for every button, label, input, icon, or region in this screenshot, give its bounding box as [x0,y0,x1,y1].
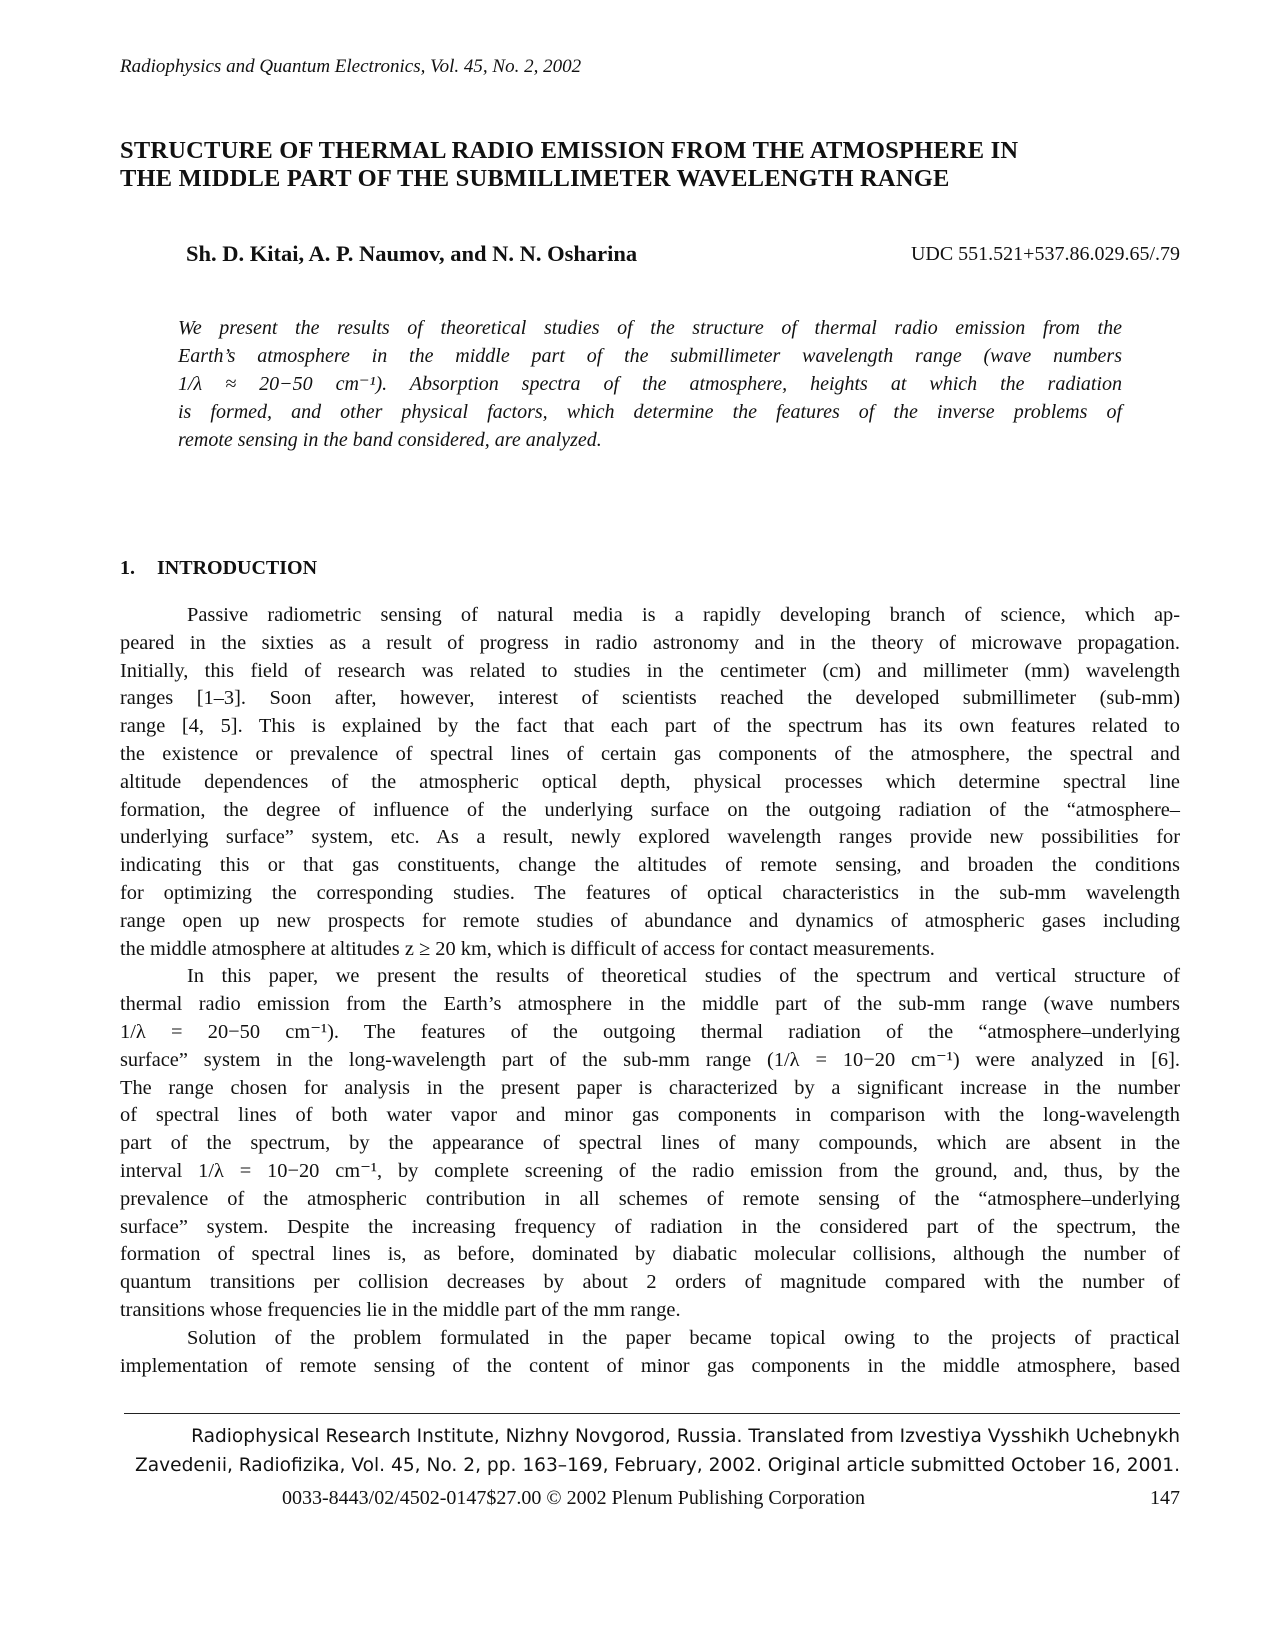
body-line: surface” system. Despite the increasing frequency of radiation in the considered part of the spectrum, the [120,1215,1180,1238]
body-line: formation, the degree of influence of the underlying surface on the outgoing radiation of the “atmosphere– [120,798,1180,821]
abstract-line: remote sensing in the band considered, are analyzed. [178,429,602,451]
body-line: altitude dependences of the atmospheric optical depth, physical processes which determine spectral line [120,770,1180,793]
journal-header: Radiophysics and Quantum Electronics, Vol. 45, No. 2, 2002 [120,56,582,77]
body-line: the existence or prevalence of spectral lines of certain gas components of the atmosphere, the spectral and [120,742,1180,765]
body-line: for optimizing the corresponding studies. The features of optical characteristics in the sub-mm wavelength [120,881,1180,904]
body-line: underlying surface” system, etc. As a result, newly explored wavelength ranges provide new possibilities for [120,826,1180,849]
body-line: range [4, 5]. This is explained by the fact that each part of the spectrum has its own features related to [120,715,1180,738]
body-line: Initially, this field of research was related to studies in the centimeter (cm) and millimeter (mm) wavelength [120,659,1180,682]
abstract-line: We present the results of theoretical studies of the structure of thermal radio emission from the [178,317,1122,339]
body-line: interval 1/λ = 10−20 cm⁻¹, by complete screening of the radio emission from the ground, and, thus, by the [120,1159,1180,1182]
body-line: Passive radiometric sensing of natural media is a rapidly developing branch of science, which ap- [187,604,1180,626]
body-line: indicating this or that gas constituents, change the altitudes of remote sensing, and broaden the conditions [120,854,1180,877]
body-line: 1/λ = 20−50 cm⁻¹). The features of the outgoing thermal radiation of the “atmosphere–underlying [120,1020,1180,1043]
abstract-line: is formed, and other physical factors, which determine the features of the inverse problems of [178,401,1122,423]
body-line: implementation of remote sensing of the content of minor gas components in the middle atmosphere, based [120,1354,1180,1377]
abstract [178,314,1122,454]
affiliation-footnote [120,1422,1180,1480]
body-line: surface” system in the long-wavelength part of the sub-mm range (1/λ = 10−20 cm⁻¹) were analyzed in [6]. [120,1048,1180,1071]
authors: Sh. D. Kitai, A. P. Naumov, and N. N. Osharina [186,241,638,266]
body-line: quantum transitions per collision decreases by about 2 orders of magnitude compared with the number of [120,1271,1180,1294]
abstract-line: Earth’s atmosphere in the middle part of the submillimeter wavelength range (wave numbers [178,345,1122,367]
copyright-imprint: 0033-8443/02/4502-0147$27.00 © 2002 Plenum Publishing Corporation [282,1487,865,1509]
body-line: Solution of the problem formulated in the paper became topical owing to the projects of practical [187,1326,1180,1349]
page-number: 147 [1150,1487,1180,1509]
body-line: of spectral lines of both water vapor and minor gas components in comparison with the long-wavelength [120,1104,1180,1127]
title-line: THE MIDDLE PART OF THE SUBMILLIMETER WAVELENGTH RANGE [120,165,950,192]
paper-page [120,0,1180,1651]
body-line: range open up new prospects for remote studies of abundance and dynamics of atmospheric gases including [120,909,1180,932]
footnote-divider [124,1413,1180,1414]
body-text [120,602,1180,1380]
body-line: ranges [1–3]. Soon after, however, interest of scientists reached the developed submillimeter (sub-mm) [120,687,1180,710]
body-line: formation of spectral lines is, as before, dominated by diabatic molecular collisions, although the number of [120,1243,1180,1266]
affiliation-line: Radiophysical Research Institute, Nizhny Novgorod, Russia. Translated from Izvestiya Vysshikh Uchebnykh [191,1426,1180,1447]
title-line: STRUCTURE OF THERMAL RADIO EMISSION FROM THE ATMOSPHERE IN [120,137,1019,164]
body-line: The range chosen for analysis in the present paper is characterized by a significant increase in the number [120,1076,1180,1099]
section-title: INTRODUCTION [157,557,318,579]
affiliation-line: Zavedenii, Radiofizika, Vol. 45, No. 2, pp. 163–169, February, 2002. Original article submitted October 16, 2001. [135,1455,1180,1476]
body-line: the middle atmosphere at altitudes z ≥ 20 km, which is difficult of access for contact measurements. [120,937,935,960]
udc-code: UDC 551.521+537.86.029.65/.79 [910,243,1180,265]
body-line: peared in the sixties as a result of progress in radio astronomy and in the theory of microwave propagation. [120,631,1180,654]
section-number: 1. [120,557,135,579]
abstract-line: 1/λ ≈ 20−50 cm⁻¹). Absorption spectra of the atmosphere, heights at which the radiation [178,373,1122,395]
body-line: transitions whose frequencies lie in the middle part of the mm range. [120,1298,681,1321]
body-line: part of the spectrum, by the appearance of spectral lines of many compounds, which are absent in the [120,1132,1180,1155]
body-line: prevalence of the atmospheric contribution in all schemes of remote sensing of the “atmosphere–underlying [120,1187,1180,1210]
paper-title [120,137,1180,193]
body-line: In this paper, we present the results of theoretical studies of the spectrum and vertical structure of [187,965,1180,988]
section-heading [120,557,317,580]
body-line: thermal radio emission from the Earth’s atmosphere in the middle part of the sub-mm range (wave numbers [120,993,1180,1016]
